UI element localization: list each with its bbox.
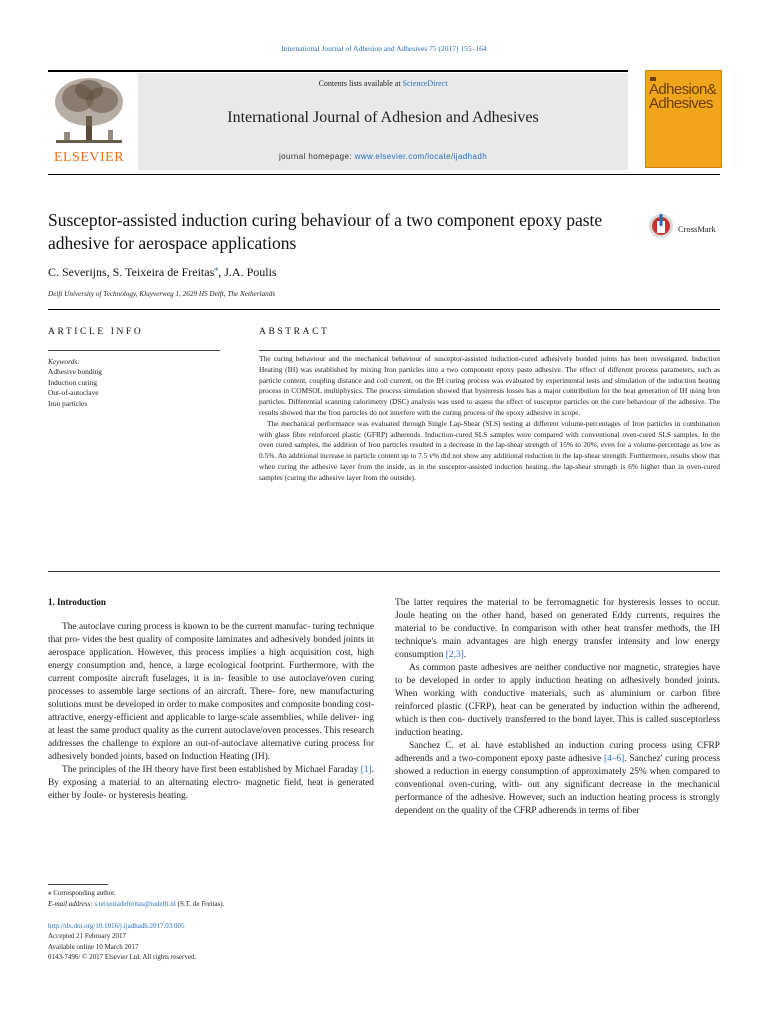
affiliation: Delft University of Technology, Kluyverweg 1, 2629 HS Delft, The Netherlands: [48, 290, 276, 298]
doi-link[interactable]: http://dx.doi.org/10.1016/j.ijadhadh.2017.03.005: [48, 922, 185, 930]
author-list: [48, 264, 277, 280]
body-paragraph: [395, 740, 720, 818]
body-text: The latter requires the material to be ferromagnetic for hysteresis losses to occur. Joule heating on the other hand, based on generated Eddy currents, requires the material to be conductive. In comparison with other heat transfer methods, the IH technique's main advantages are high energy transfer intensity and low energy consumption: [395, 598, 720, 660]
citation-link[interactable]: [4–6]: [604, 754, 625, 764]
body-column-right: [395, 597, 720, 818]
citation-link[interactable]: [1]: [360, 765, 372, 775]
email-line: [48, 899, 378, 910]
body-text: .: [463, 650, 467, 660]
body-text: . By exposing a material to an alternating electro- magnetic field, heat is generated either by Joule- or hysteresis heating.: [48, 765, 374, 801]
keyword-item: Induction curing: [48, 377, 98, 387]
corresponding-author-mark[interactable]: ⁎: [214, 264, 219, 273]
body-text: . Sanchez' curing process showed a reduction in energy consumption of approximately 25% when compared to conventional oven-curing, with- out any significant decrease in the mechanical performance of the adhesive. However, such an induction heating process is strongly dependent on the quality of the CFRP adherends in terms of fiber: [395, 754, 720, 816]
homepage-prefix: journal homepage:: [278, 152, 355, 161]
body-column-left: [48, 621, 374, 803]
authors-tail: , J.A. Poulis: [218, 265, 277, 279]
abstract-rule: [259, 350, 720, 351]
masthead-top-rule: [48, 70, 628, 72]
article-info-rule: [48, 350, 220, 351]
article-info-heading: ARTICLE INFO: [48, 327, 144, 337]
publication-info: [48, 921, 378, 963]
contents-prefix: Contents lists available at: [318, 79, 403, 88]
email-tail: (S.T. de Freitas).: [175, 899, 225, 908]
accepted-date: Accepted 21 February 2017: [48, 932, 126, 941]
journal-cover-thumbnail: [645, 70, 722, 168]
cover-title-line1: Adhesion&: [649, 81, 717, 98]
body-paragraph: [395, 597, 720, 662]
body-paragraph: The autoclave curing process is known to be the current manufac- turing technique that pro- vides the best quality of composite laminates and adhesively bonded joints in aerospace application. However, this process implies a high acquisition cost, high energy consumption and, hence, a large ecological footprint. Furthermore, with the current composite aircraft fuselages, it is in- feasible to use autoclave/oven curing processes to assemble large sections of an aircraft. There- fore, new manufacturing solutions must be developed in order to make composites and composite bonding cost-attractive, energy-efficient and applicable to large-scale assemblies, while deliver- ing at least the same product quality as the current autoclave/oven processes. This research addresses the challenge to explore an out-of-autoclave alternative curing process for adhesively bonded joints, based on Induction Heating (IH).: [48, 622, 375, 762]
email-label: E-mail address:: [48, 899, 95, 908]
abstract-paragraph: The curing behaviour and the mechanical behaviour of susceptor-assisted induction-cured adhesively bonded joints has been investigated. Induction Heating (IH) was established by mixing Iron particles into a two component epoxy paste adhesive. The effect of different process parameters, such as particle content, coupling distance and coil current, on the IH curing process was evaluated by experimental tests and simulation of the induction heating process in COMSOL multiphysics. The process simulation showed that hysteresis losses has a major contribution for the heat generation of IH using Iron particles. Differential scanning calorimetry (DSC) analysis was used to assess the effect of susceptor particles on the cure behaviour of the adhesive. The results showed that the Iron particles do not interfere with the curing process of the epoxy adhesive in scope.: [259, 354, 720, 417]
keywords-label: Keywords:: [48, 357, 80, 366]
body-paragraph: [48, 764, 374, 803]
sciencedirect-link[interactable]: ScienceDirect: [402, 79, 448, 88]
homepage-line: [138, 152, 628, 161]
abstract-divider: [48, 571, 720, 572]
body-text: The principles of the IH theory have first been established by Michael Faraday: [62, 765, 361, 775]
article-title: Susceptor-assisted induction curing behaviour of a two component epoxy paste adhesive for aerospace applications: [48, 210, 603, 253]
email-link[interactable]: s.teixeiradefreitas@tudelft.nl: [94, 899, 176, 908]
masthead-bottom-rule: [48, 174, 720, 175]
header-divider: [48, 309, 720, 310]
introduction-heading: 1. Introduction: [48, 597, 106, 607]
corresponding-author-note: ⁎ Corresponding author.: [48, 889, 116, 897]
crossmark-icon: [648, 212, 674, 242]
keyword-item: Out-of-autoclave: [48, 388, 99, 398]
authors-names: C. Severijns, S. Teixeira de Freitas: [48, 265, 215, 279]
keyword-item: Adhesive bonding: [48, 367, 102, 377]
cover-title-line2: Adhesives: [649, 95, 713, 112]
homepage-link[interactable]: www.elsevier.com/locate/ijadhadh: [354, 152, 488, 161]
footnote: [48, 888, 378, 909]
keyword-item: Iron particles: [48, 398, 88, 408]
abstract-body: [259, 354, 720, 484]
abstract-paragraph: The mechanical performance was evaluated through Single Lap-Shear (SLS) testing at different volume-percentages of Iron particles in combination with glass fibre reinforced plastic (GFRP) adherends. Induction-cured SLS samples were compared with conventional oven-cured SLS samples. In the oven cured samples, the addition of Iron particles resulted in a decrease in the lap-shear strength of 15% to 20%, even for a volume-percentage as low as 0.5%. An additional increase in particle content up to 7.5 v% did not show any additional reduction in the lap-shear strength. Furthermore, results show that when curing the adhesive layer from the inside, as in the susceptor-assisted induction heating, the lap-shear strength is 6% higher than in oven-cured samples (curing the adhesive layer from the outside).: [259, 418, 720, 482]
body-text: Sanchez C. et al. have established an induction curing process using CFRP adherends and a two-component epoxy paste adhesive: [395, 741, 720, 764]
elsevier-wordmark: ELSEVIER: [53, 150, 125, 165]
crossmark-label: CrossMark: [678, 224, 716, 234]
citation-link[interactable]: [2,3]: [445, 650, 464, 660]
cover-title: [649, 83, 719, 111]
journal-title: International Journal of Adhesion and Adhesives: [227, 109, 539, 126]
contents-line: [138, 79, 628, 88]
running-head[interactable]: International Journal of Adhesion and Adhesives 75 (2017) 155–164: [281, 44, 487, 53]
online-date: Available online 10 March 2017: [48, 942, 139, 951]
keywords-block: [48, 357, 220, 409]
abstract-heading: ABSTRACT: [259, 327, 330, 337]
body-paragraph: As common paste adhesives are neither conductive nor magnetic, strategies have to be developed in order to apply induction heating on adhesively bonded joints. When working with conductive materials, such as aluminium or carbon fibre reinforced plastic (CFRP), heat can be generated by induction within the adherend, which is then con- ductively transferred to the bond layer. This is called susceptorless induction heating.: [395, 663, 720, 738]
copyright-line: 0143-7496/ © 2017 Elsevier Ltd. All rights reserved.: [48, 953, 197, 962]
footnote-rule: [48, 884, 108, 885]
crossmark-badge[interactable]: [648, 212, 722, 244]
